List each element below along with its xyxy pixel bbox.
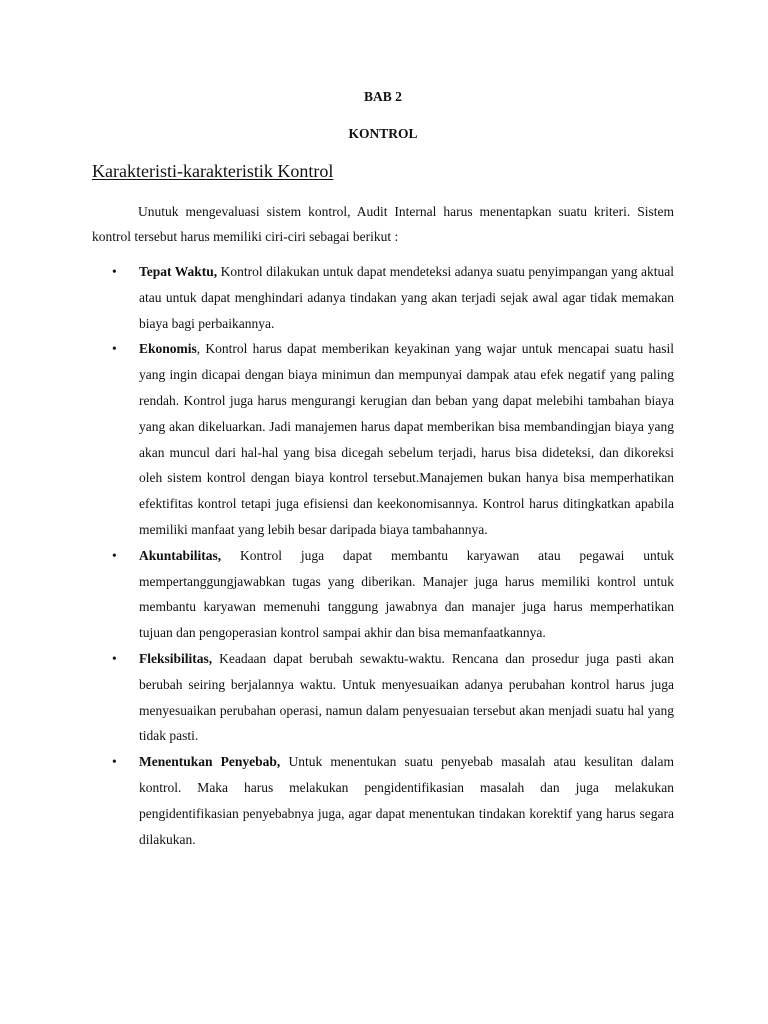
list-item-menentukan-penyebab (92, 749, 674, 852)
bullet-icon: • (112, 341, 117, 357)
item-text: , Kontrol harus dapat memberikan keyakinan yang wajar untuk mencapai suatu hasil yang ingin dicapai dengan biaya minimun dan mempunyai dampak atau efek negatif yang paling rendah. Kontrol juga harus mengurangi kerugian dan beban yang dapat melebihi tambahan biaya yang akan dikeluarkan. Jadi manajemen harus dapat memberikan bisa membandingjan biaya yang akan muncul dari hal-hal yang bisa dicegah sebelum terjadi, harus bisa dideteksi, dan dikoreksi oleh sistem kontrol dengan biaya kontrol tersebut.Manajemen bukan hanya bisa memperhatikan efektifitas kontrol tetapi juga efisiensi dan keekonomisannya. Kontrol harus ditingkatkan apabila memiliki manfaat yang lebih besar daripada biaya tambahannya. (139, 341, 674, 537)
section-heading: Karakteristi-karakteristik Kontrol (92, 161, 334, 181)
item-term: Menentukan Penyebab, (139, 754, 281, 770)
item-text: Kontrol dilakukan untuk dapat mendeteksi adanya suatu penyimpangan yang aktual atau untuk dapat menghindari adanya tindakan yang akan terjadi sejak awal agar tidak memakan biaya bagi perbaikannya. (139, 264, 674, 331)
chapter-title: KONTROL (348, 126, 418, 141)
bullet-icon: • (112, 264, 117, 279)
list-item-fleksibilitas (92, 646, 674, 749)
item-text: Kontrol juga dapat membantu karyawan atau pegawai untuk mempertanggungjawabkan tugas yang diberikan. Manajer juga harus memiliki kontrol untuk membantu karyawan memenuhi tanggung jawabnya dan manajer juga harus memperhatikan tujuan dan pengoperasian kontrol sampai akhir dan bisa memanfaatkannya. (139, 547, 674, 641)
bullet-icon: • (112, 650, 117, 666)
chapter-number: BAB 2 (364, 89, 402, 104)
characteristics-list (92, 259, 674, 852)
list-item-ekonomis (92, 336, 674, 542)
item-term: Ekonomis (139, 341, 197, 357)
item-text: Untuk menentukan suatu penyebab masalah atau kesulitan dalam kontrol. Maka harus melakukan pengidentifikasian masalah dan juga melakukan pengidentifikasian penyebabnya juga, agar dapat menentukan tindakan korektif yang harus segara dilakukan. (139, 754, 674, 847)
bullet-icon: • (112, 754, 117, 770)
list-item-akuntabilitas (92, 543, 674, 646)
bullet-icon: • (112, 547, 117, 563)
list-item-tepat-waktu (92, 259, 674, 336)
item-term: Akuntabilitas, (139, 547, 222, 563)
item-term: Fleksibilitas, (139, 650, 213, 666)
item-term: Tepat Waktu, (139, 264, 218, 279)
item-text: Keadaan dapat berubah sewaktu-waktu. Rencana dan prosedur juga pasti akan berubah seiring berjalannya waktu. Untuk menyesuaikan adanya perubahan kontrol harus juga menyesuaikan perubahan operasi, namun dalam penyesuaian tersebut akan menjadi suatu hal yang tidak pasti. (139, 650, 674, 744)
intro-paragraph: Unutuk mengevaluasi sistem kontrol, Audit Internal harus menentapkan suatu kriteri. Sistem kontrol tersebut harus memiliki ciri-ciri sebagai berikut : (92, 204, 674, 244)
